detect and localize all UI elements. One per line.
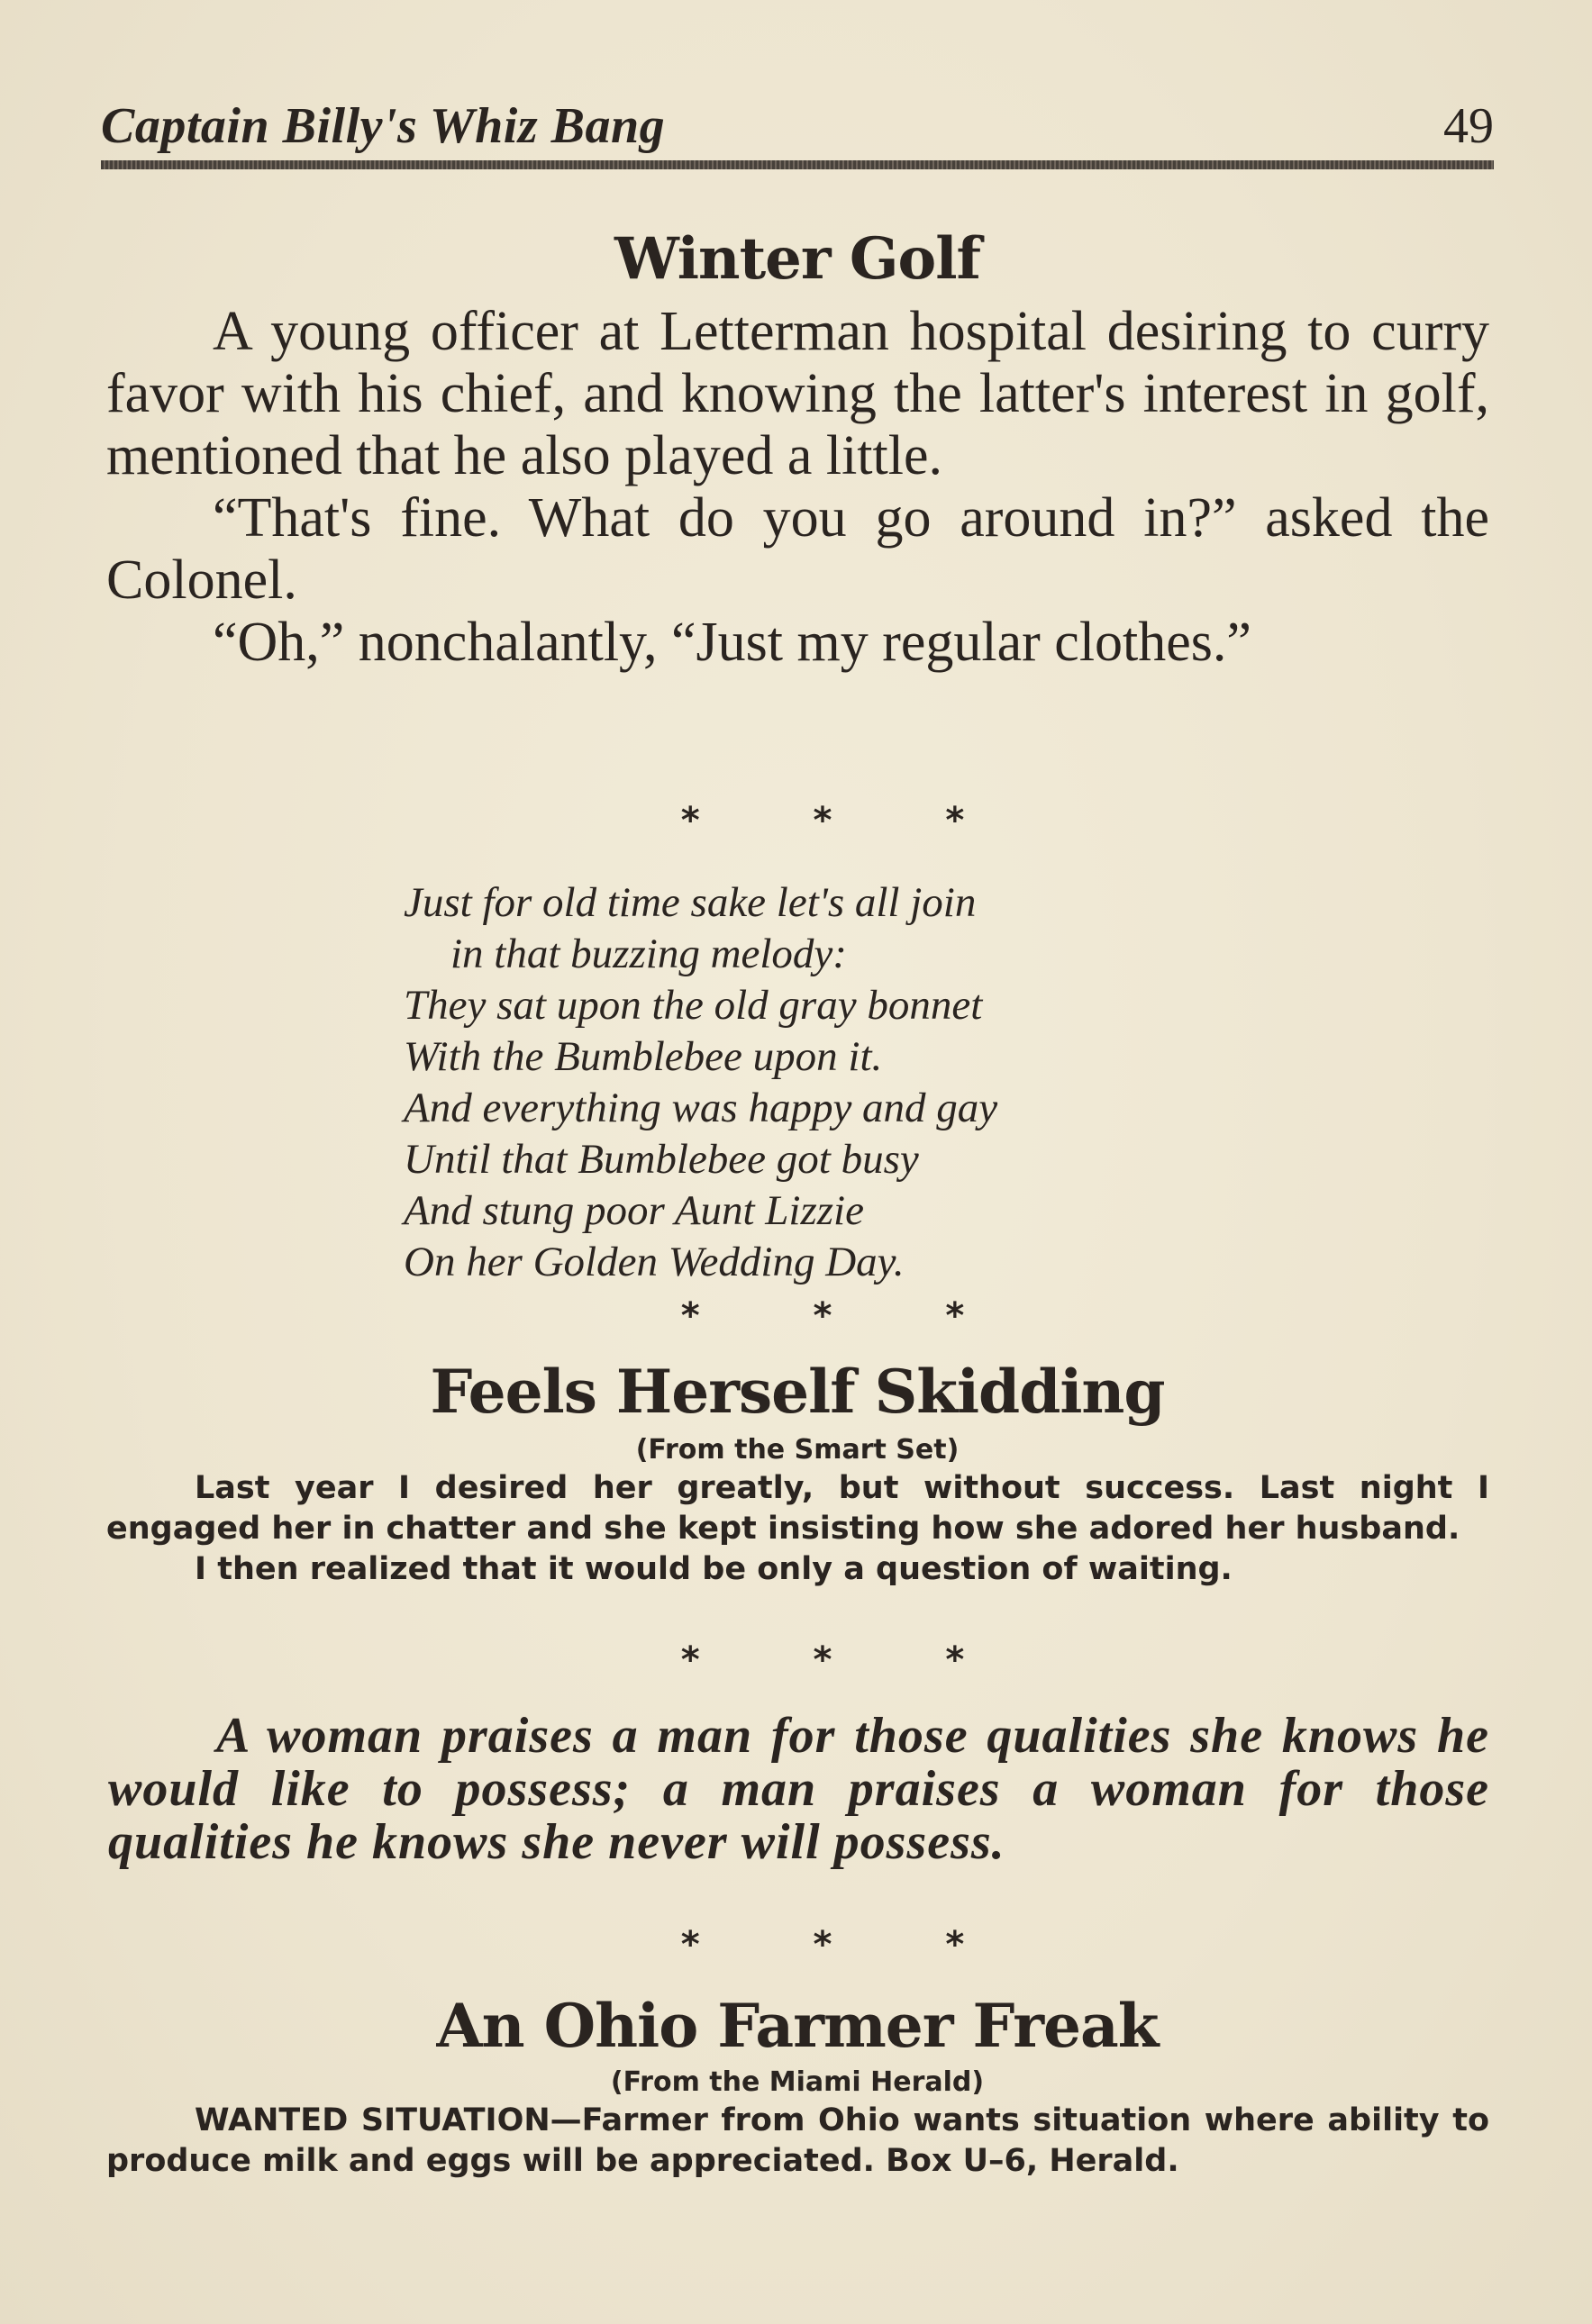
ohio-farmer-title: An Ohio Farmer Freak (436, 1991, 1159, 2061)
page-number: 49 (1443, 98, 1494, 154)
winter-golf-paragraph: “That's fine. What do you go around in?” asked the Colonel. (106, 487, 1489, 611)
running-header (101, 97, 1494, 160)
feels-herself-paragraph: Last year I desired her greatly, but without success. Last night I engaged her in chatter and she kept insisting how she adored her husband. (106, 1470, 1489, 1547)
ohio-farmer-story (106, 2101, 1489, 2182)
feels-herself-source: (From the Smart Set) (635, 1434, 960, 1466)
poem-line: Just for old time sake let's all join (404, 879, 977, 926)
winter-golf-paragraph: “Oh,” nonchalantly, “Just my regular clothes.” (213, 612, 1251, 673)
ohio-farmer-source: (From the Miami Herald) (610, 2066, 985, 2098)
poem-line: Until that Bumblebee got busy (404, 1136, 919, 1183)
poem-line: in that buzzing melody: (450, 931, 847, 977)
bumblebee-poem (404, 877, 1214, 1288)
winter-golf-paragraph: A young officer at Letterman hospital desiring to curry favor with his chief, and knowing the latter's interest in golf, mentioned that he also played a little. (106, 301, 1489, 486)
magazine-title: Captain Billy's Whiz Bang (101, 98, 666, 154)
section-separator: * * * (680, 1295, 1015, 1337)
feels-herself-title: Feels Herself Skidding (430, 1357, 1165, 1427)
aphorism-text: A woman praises a man for those qualities she knows he would like to possess; a man praises a woman for those qualities he knows she never will possess. (108, 1708, 1489, 1870)
feels-herself-paragraph: I then realized that it would be only a question of waiting. (195, 1551, 1233, 1587)
section-separator: * * * (680, 1924, 1015, 1965)
aphorism (108, 1710, 1489, 1869)
poem-line: And stung poor Aunt Lizzie (404, 1187, 864, 1234)
feels-herself-story (106, 1468, 1489, 1590)
poem-line: With the Bumblebee upon it. (404, 1033, 883, 1080)
winter-golf-story (106, 301, 1489, 674)
header-rule (101, 160, 1494, 169)
poem-line: They sat upon the old gray bonnet (404, 982, 983, 1029)
section-separator: * * * (680, 1639, 1015, 1681)
ohio-farmer-ad: WANTED SITUATION—Farmer from Ohio wants situation where ability to produce milk and eggs will be appreciated. Box U–6, Herald. (106, 2102, 1489, 2179)
section-separator: * * * (680, 800, 1015, 841)
poem-line: On her Golden Wedding Day. (404, 1239, 905, 1285)
winter-golf-title: Winter Golf (614, 225, 981, 293)
poem-line: And everything was happy and gay (404, 1085, 998, 1131)
